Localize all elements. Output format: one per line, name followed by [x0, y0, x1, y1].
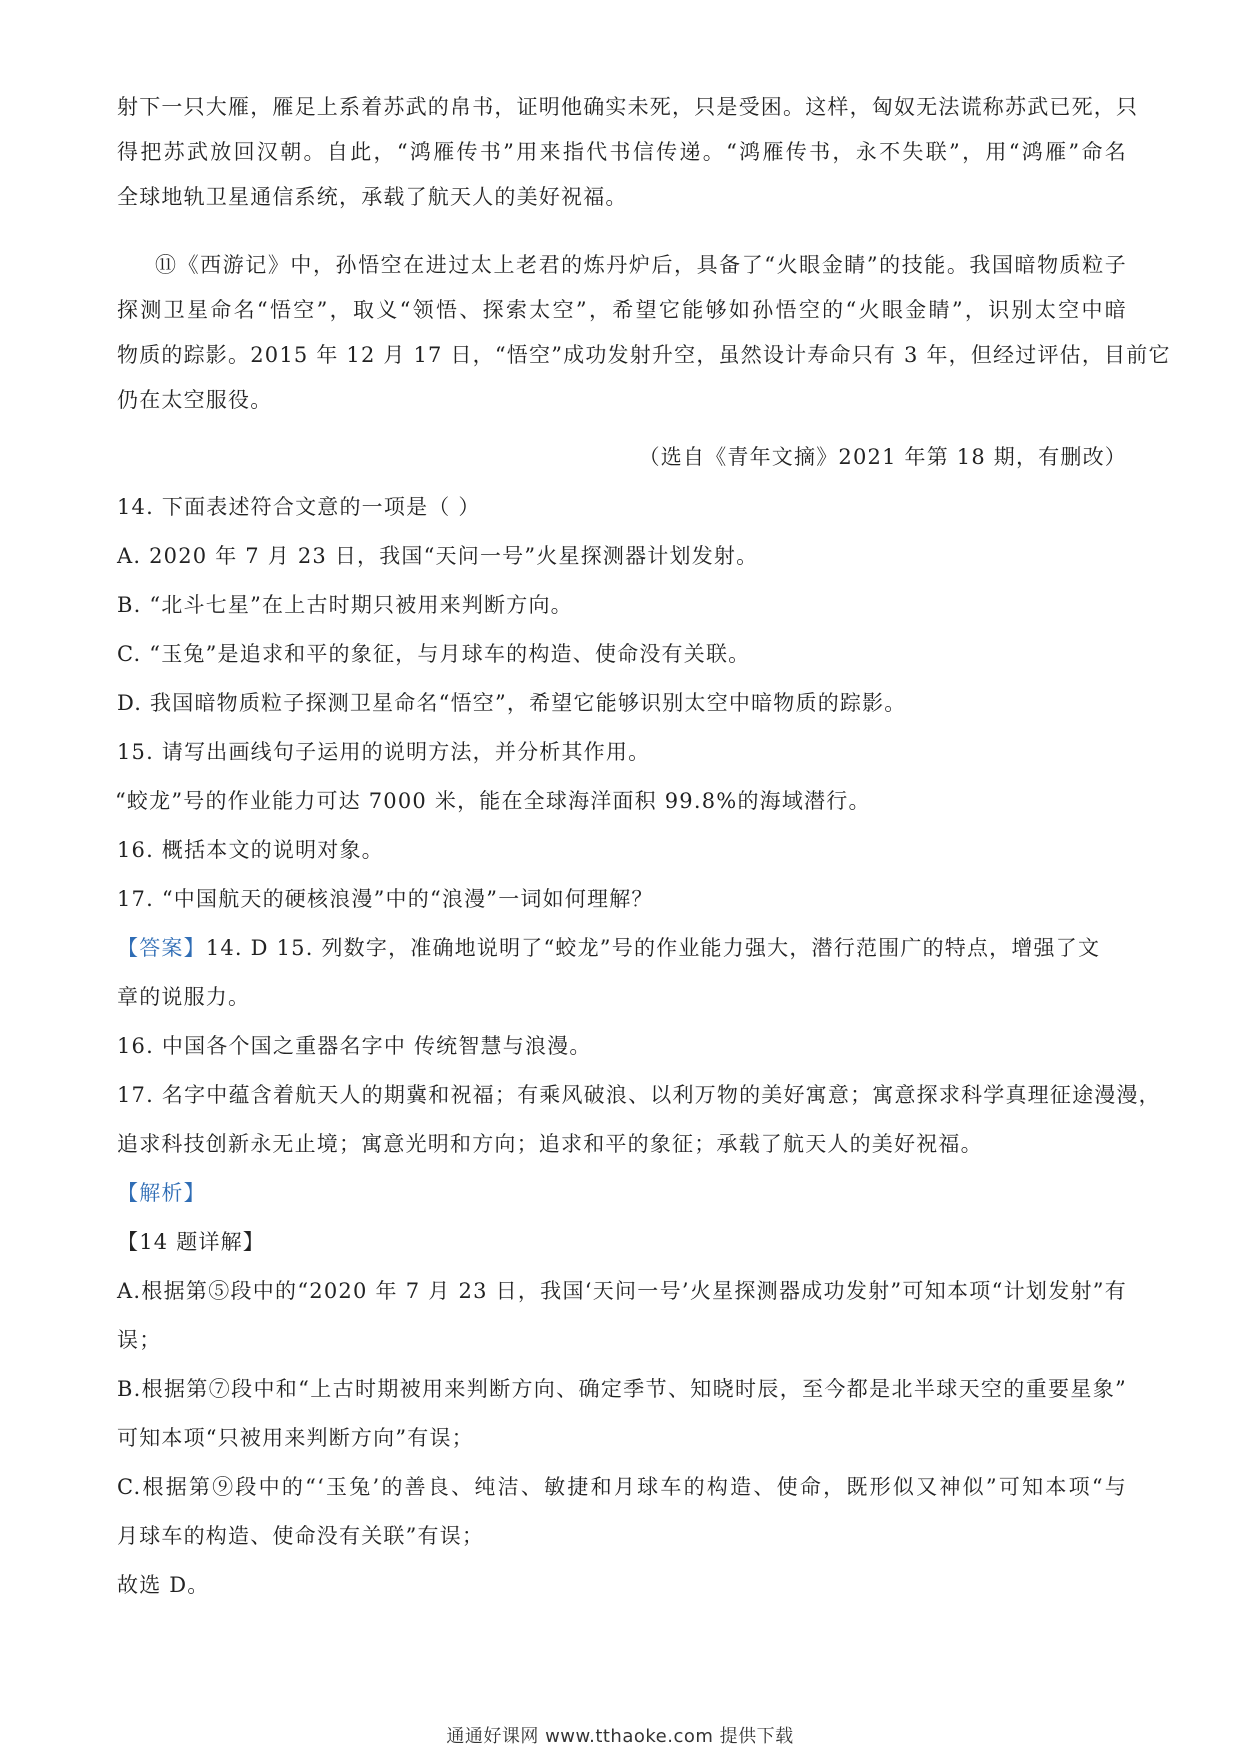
analysis-conclusion: 故选 D。	[117, 1573, 210, 1597]
analysis-c-line2: 月球车的构造、使命没有关联”有误；	[117, 1524, 485, 1548]
analysis-b-line1: B.根据第⑦段中和“上古时期被用来判断方向、确定季节、知晓时辰，至今都是北半球天空的重要星象”	[117, 1377, 1127, 1401]
passage-p11-line4: 仍在太空服役。	[117, 388, 273, 412]
answer-line1-text: 14. D 15. 列数字，准确地说明了“蛟龙”号的作业能力强大，潜行范围广的特点，增强了文	[205, 936, 1101, 960]
analysis-tag: 【解析】	[117, 1181, 206, 1205]
question-14-option-d: D. 我国暗物质粒子探测卫星命名“悟空”，希望它能够识别太空中暗物质的踪影。	[117, 691, 907, 715]
question-14: 14. 下面表述符合文意的一项是（ ）	[117, 495, 481, 519]
answer-16: 16. 中国各个国之重器名字中 传统智慧与浪漫。	[117, 1034, 592, 1058]
question-14-option-b: B. “北斗七星”在上古时期只被用来判断方向。	[117, 593, 573, 617]
passage-source: （选自《青年文摘》2021 年第 18 期，有删改）	[638, 445, 1127, 469]
question-14-option-a: A. 2020 年 7 月 23 日，我国“天问一号”火星探测器计划发射。	[117, 544, 759, 568]
passage-p10-line2: 得把苏武放回汉朝。自此，“鸿雁传书”用来指代书信传递。“鸿雁传书，永不失联”，用“鸿雁”命名	[117, 140, 1127, 164]
question-16: 16. 概括本文的说明对象。	[117, 838, 384, 862]
question-17: 17. “中国航天的硬核浪漫”中的“浪漫”一词如何理解？	[117, 887, 654, 911]
passage-p10-line1: 射下一只大雁，雁足上系着苏武的帛书，证明他确实未死，只是受困。这样，匈奴无法谎称苏武已死，只	[117, 95, 1139, 119]
analysis-a-line2: 误；	[117, 1328, 162, 1352]
answer-17-line2: 追求科技创新永无止境；寓意光明和方向；追求和平的象征；承载了航天人的美好祝福。	[117, 1132, 983, 1156]
analysis-heading: 【14 题详解】	[117, 1230, 265, 1254]
footer-download-note: 通通好课网 www.tthaoke.com 提供下载	[446, 1726, 794, 1747]
answer-line2: 章的说服力。	[117, 985, 251, 1009]
analysis-b-line2: 可知本项“只被用来判断方向”有误；	[117, 1426, 474, 1450]
analysis-c-line1: C.根据第⑨段中的“‘玉兔’的善良、纯洁、敏捷和月球车的构造、使命，既形似又神似”可知本项“与	[117, 1475, 1127, 1499]
passage-p10-line3: 全球地轨卫星通信系统，承载了航天人的美好祝福。	[117, 185, 628, 209]
answer-line1	[117, 933, 1127, 963]
analysis-a-line1: A.根据第⑤段中的“2020 年 7 月 23 日，我国‘天问一号’火星探测器成功发射”可知本项“计划发射”有	[117, 1279, 1127, 1303]
answer-17-line1: 17. 名字中蕴含着航天人的期冀和祝福；有乘风破浪、以利万物的美好寓意；寓意探求科学真理征途漫漫，	[117, 1083, 1161, 1107]
question-15-quote: “蛟龙”号的作业能力可达 7000 米，能在全球海洋面积 99.8%的海域潜行。	[115, 789, 871, 813]
question-14-option-c: C. “玉兔”是追求和平的象征，与月球车的构造、使命没有关联。	[117, 642, 751, 666]
question-15: 15. 请写出画线句子运用的说明方法，并分析其作用。	[117, 740, 651, 764]
passage-p11-line1: ⑪《西游记》中，孙悟空在进过太上老君的炼丹炉后，具备了“火眼金睛”的技能。我国暗物质粒子	[155, 253, 1127, 277]
passage-p11-line3: 物质的踪影。2015 年 12 月 17 日，“悟空”成功发射升空，虽然设计寿命只有 3 年，但经过评估，目前它	[117, 343, 1171, 367]
passage-p11-line2: 探测卫星命名“悟空”，取义“领悟、探索太空”，希望它能够如孙悟空的“火眼金睛”，识别太空中暗	[117, 298, 1127, 322]
answer-tag: 【答案】	[117, 936, 206, 960]
